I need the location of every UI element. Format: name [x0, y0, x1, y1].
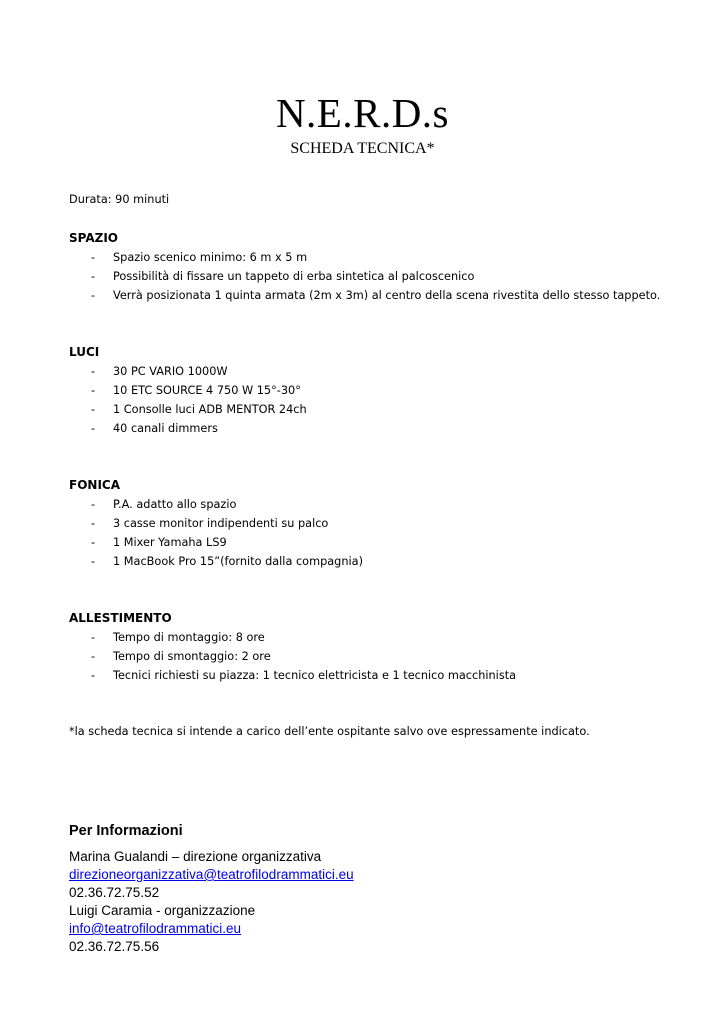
- list-item-text: P.A. adatto allo spazio: [113, 498, 237, 511]
- list-item: [69, 267, 689, 286]
- section-heading-fonica: FONICA: [69, 478, 120, 492]
- section-allestimento: [69, 609, 689, 685]
- bullet-dash: -: [91, 365, 96, 378]
- contact-phone: 02.36.72.75.52: [69, 885, 160, 900]
- bullet-dash: -: [91, 631, 96, 644]
- list-item: [69, 286, 689, 305]
- list-item-text: 1 MacBook Pro 15”(fornito dalla compagnia): [113, 555, 363, 568]
- list-item-text: Tecnici richiesti su piazza: 1 tecnico elettricista e 1 tecnico macchinista: [113, 669, 517, 682]
- list-item: [69, 419, 689, 438]
- section-list-allestimento: [69, 628, 689, 685]
- duration-text: Durata: 90 minuti: [69, 193, 170, 206]
- list-item-text: Possibilità di fissare un tappeto di erba sintetica al palcoscenico: [113, 270, 475, 283]
- list-item: [69, 248, 689, 267]
- list-item: [69, 514, 689, 533]
- list-item-text: 1 Mixer Yamaha LS9: [113, 536, 227, 549]
- list-item-text: Verrà posizionata 1 quinta armata (2m x 3m) al centro della scena rivestita dello stesso tappeto.: [113, 289, 661, 302]
- bullet-dash: -: [91, 650, 96, 663]
- contact-phone: 02.36.72.75.56: [69, 939, 160, 954]
- list-item-text: Tempo di smontaggio: 2 ore: [113, 650, 271, 663]
- bullet-dash: -: [91, 422, 96, 435]
- section-luci: [69, 343, 689, 438]
- list-item-text: 40 canali dimmers: [113, 422, 218, 435]
- bullet-dash: -: [91, 251, 96, 264]
- bullet-dash: -: [91, 536, 96, 549]
- list-item-text: Spazio scenico minimo: 6 m x 5 m: [113, 251, 308, 264]
- section-heading-spazio: SPAZIO: [69, 231, 118, 245]
- list-item: [69, 362, 689, 381]
- contact-name: Marina Gualandi – direzione organizzativa: [69, 849, 322, 864]
- bullet-dash: -: [91, 289, 96, 302]
- section-list-spazio: [69, 248, 689, 305]
- list-item-text: 1 Consolle luci ADB MENTOR 24ch: [113, 403, 307, 416]
- list-item: [69, 533, 689, 552]
- list-item: [69, 495, 689, 514]
- bullet-dash: -: [91, 498, 96, 511]
- email-link[interactable]: direzioneorganizzativa@teatrofilodrammatici.eu: [69, 867, 354, 882]
- document-title: N.E.R.D.s: [275, 90, 450, 136]
- list-item: [69, 647, 689, 666]
- list-item-text: 10 ETC SOURCE 4 750 W 15°-30°: [113, 384, 301, 397]
- email-link[interactable]: info@teatrofilodrammatici.eu: [69, 921, 242, 936]
- list-item-text: 3 casse monitor indipendenti su palco: [113, 517, 329, 530]
- contacts-block: [69, 820, 354, 956]
- bullet-dash: -: [91, 555, 96, 568]
- bullet-dash: -: [91, 403, 96, 416]
- document-subtitle: SCHEDA TECNICA*: [290, 140, 435, 157]
- section-spazio: [69, 229, 689, 305]
- bullet-dash: -: [91, 384, 96, 397]
- contacts-heading: Per Informazioni: [69, 823, 183, 839]
- list-item: [69, 400, 689, 419]
- contact-name: Luigi Caramia - organizzazione: [69, 903, 256, 918]
- section-list-luci: [69, 362, 689, 438]
- list-item: [69, 381, 689, 400]
- list-item: [69, 628, 689, 647]
- list-item-text: Tempo di montaggio: 8 ore: [113, 631, 265, 644]
- bullet-dash: -: [91, 270, 96, 283]
- section-list-fonica: [69, 495, 689, 571]
- section-heading-allestimento: ALLESTIMENTO: [69, 611, 172, 625]
- section-heading-luci: LUCI: [69, 345, 100, 359]
- section-fonica: [69, 476, 689, 571]
- footnote: *la scheda tecnica si intende a carico dell’ente ospitante salvo ove espressamente indicato.: [69, 725, 590, 738]
- list-item: [69, 666, 689, 685]
- list-item: [69, 552, 689, 571]
- bullet-dash: -: [91, 517, 96, 530]
- bullet-dash: -: [91, 669, 96, 682]
- list-item-text: 30 PC VARIO 1000W: [113, 365, 228, 378]
